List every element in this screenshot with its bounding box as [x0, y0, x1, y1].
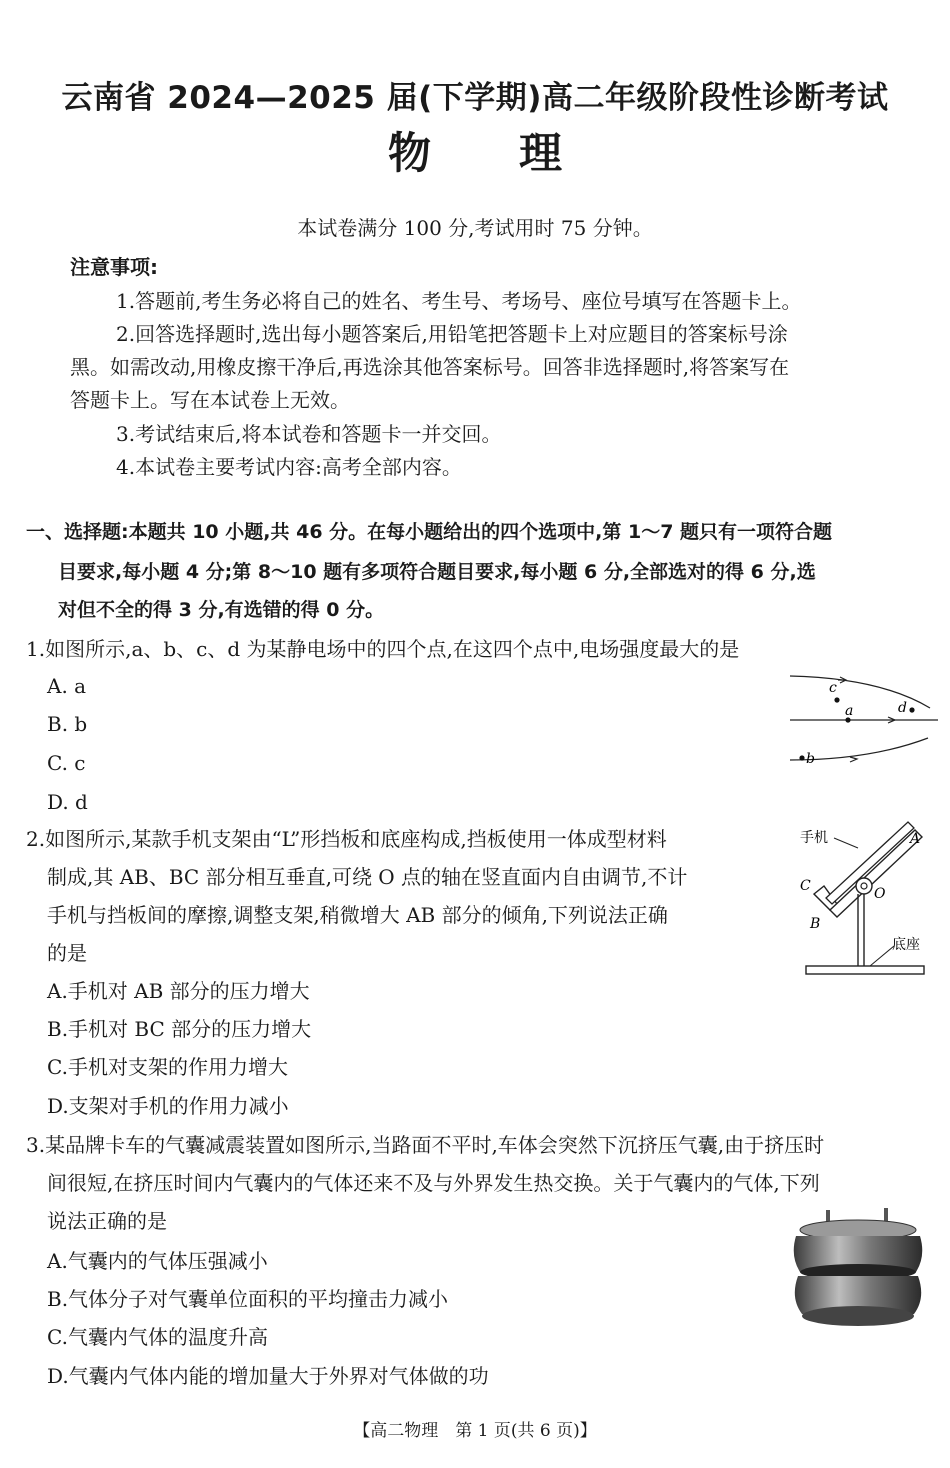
exam-intro: 本试卷满分 100 分,考试用时 75 分钟。	[297, 216, 653, 240]
point-b	[799, 755, 804, 760]
q2-phone-stand-figure	[790, 818, 940, 980]
stand-post	[858, 894, 864, 966]
q3-option-b: B.气体分子对气囊单位面积的平均撞击力减小	[47, 1287, 449, 1311]
label-a: a	[845, 703, 854, 719]
q1-stem: 1.如图所示,a、b、c、d 为某静电场中的四个点,在这四个点中,电场强度最大的是	[26, 637, 740, 661]
notice-line-5: 3.考试结束后,将本试卷和答题卡一并交回。	[116, 422, 502, 446]
q2-stem-2: 制成,其 AB、BC 部分相互垂直,可绕 O 点的轴在竖直面内自由调节,不计	[47, 865, 688, 889]
q1-option-c: C. c	[47, 751, 86, 775]
q2-option-b: B.手机对 BC 部分的压力增大	[47, 1017, 312, 1041]
q3-stem-2: 间很短,在挤压时间内气囊内的气体还来不及与外界发生热交换。关于气囊内的气体,下列	[47, 1171, 820, 1195]
subject-char-2: 理	[519, 129, 562, 179]
stand-base	[806, 966, 924, 974]
arrow-top	[838, 677, 846, 683]
label-B: B	[810, 916, 821, 932]
subject-title	[0, 120, 950, 181]
pivot-axis	[861, 883, 867, 889]
q2-stem-4: 的是	[47, 941, 87, 965]
notice-line-1: 1.答题前,考生务必将自己的姓名、考生号、考场号、座位号填写在答题卡上。	[116, 289, 802, 313]
label-b: b	[806, 751, 815, 767]
q2-option-d: D.支架对手机的作用力减小	[47, 1094, 289, 1118]
label-phone: 手机	[800, 830, 828, 846]
q1-option-d: D. d	[47, 790, 88, 814]
label-c: c	[829, 680, 837, 696]
label-O: O	[874, 886, 886, 902]
phone-leader	[834, 838, 858, 848]
q1-option-a: A. a	[47, 674, 87, 698]
q1-field-lines-figure	[780, 668, 940, 778]
label-C: C	[800, 878, 811, 894]
q3-stem-3: 说法正确的是	[47, 1209, 167, 1233]
q2-stem-3: 手机与挡板间的摩擦,调整支架,稍微增大 AB 部分的倾角,下列说法正确	[47, 903, 668, 927]
section-line-1: 一、选择题:本题共 10 小题,共 46 分。在每小题给出的四个选项中,第 1～7 题只有一项符合题	[26, 521, 833, 543]
point-c	[834, 697, 839, 702]
q3-option-a: A.气囊内的气体压强减小	[47, 1249, 268, 1273]
bottom-plate	[802, 1306, 914, 1326]
arrow-bottom	[850, 757, 857, 762]
exam-title: 云南省 2024—2025 届(下学期)高二年级阶段性诊断考试	[61, 80, 889, 116]
label-A: A	[910, 831, 921, 847]
ab-part	[830, 830, 922, 917]
q3-option-c: C.气囊内气体的温度升高	[47, 1325, 268, 1349]
notice-heading: 注意事项:	[70, 255, 158, 279]
section-line-2: 目要求,每小题 4 分;第 8～10 题有多项符合题目要求,每小题 6 分,全部选对的得 6 分,选	[58, 561, 816, 583]
subject-char-1: 物	[388, 129, 431, 179]
notice-line-6: 4.本试卷主要考试内容:高考全部内容。	[116, 455, 462, 479]
label-d: d	[898, 700, 907, 716]
label-base: 底座	[892, 937, 920, 953]
q3-air-spring-photo	[788, 1206, 928, 1332]
notice-line-3: 黑。如需改动,用橡皮擦干净后,再选涂其他答案标号。回答非选择题时,将答案写在	[70, 355, 790, 379]
q2-option-a: A.手机对 AB 部分的压力增大	[47, 979, 310, 1003]
q2-option-c: C.手机对支架的作用力增大	[47, 1055, 288, 1079]
q3-option-d: D.气囊内气体内能的增加量大于外界对气体做的功	[47, 1364, 489, 1388]
q3-stem-1: 3.某品牌卡车的气囊减震装置如图所示,当路面不平时,车体会突然下沉挤压气囊,由于挤压时	[26, 1133, 825, 1157]
base-leader	[870, 946, 894, 966]
section-line-3: 对但不全的得 3 分,有选错的得 0 分。	[58, 599, 385, 621]
q1-option-b: B. b	[47, 712, 88, 736]
point-d	[909, 707, 914, 712]
notice-line-2: 2.回答选择题时,选出每小题答案后,用铅笔把答题卡上对应题目的答案标号涂	[116, 322, 788, 346]
page-footer: 【高二物理 第 1 页(共 6 页)】	[353, 1421, 597, 1441]
field-line-top	[790, 676, 930, 708]
q2-stem-1: 2.如图所示,某款手机支架由“L”形挡板和底座构成,挡板使用一体成型材料	[26, 827, 667, 851]
notice-line-4: 答题卡上。写在本试卷上无效。	[70, 388, 350, 412]
